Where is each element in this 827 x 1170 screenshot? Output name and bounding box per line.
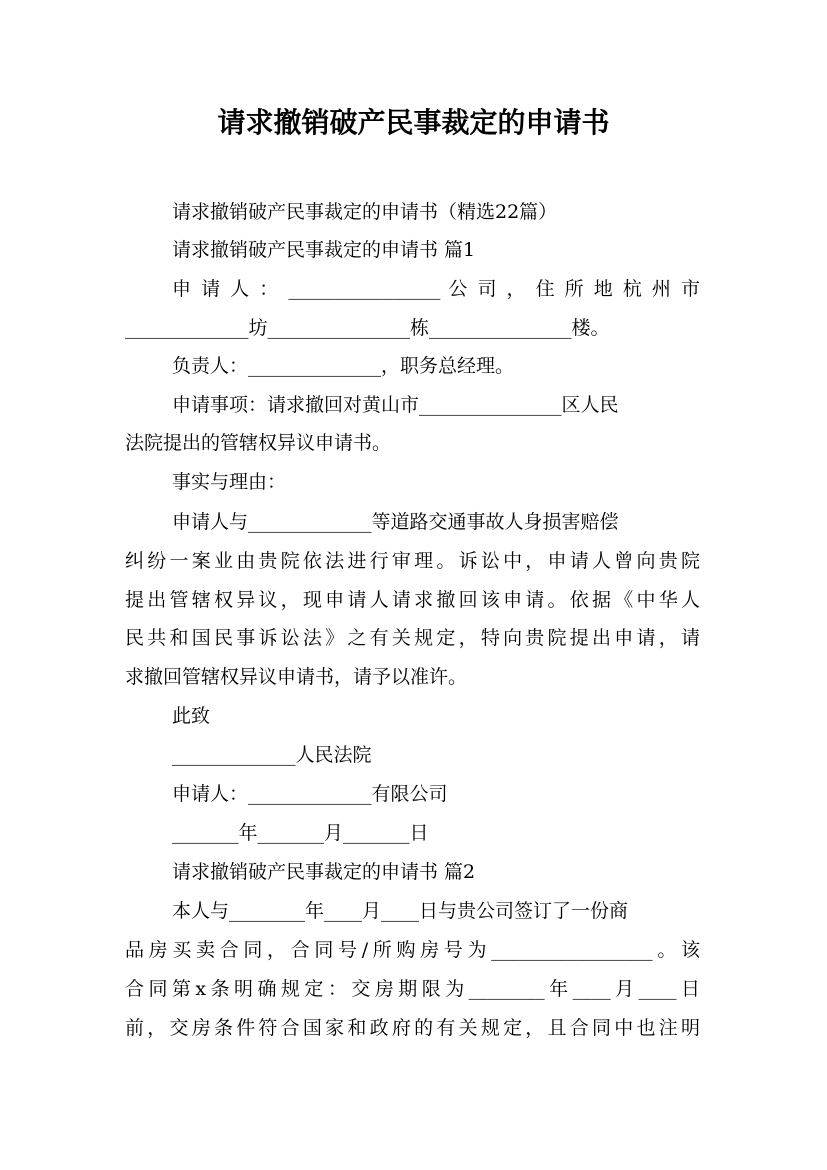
paragraph-line: _____________坊_______________栋_______________楼。	[125, 317, 610, 339]
paragraph-line: 品房买卖合同，合同号/所购房号为_________________。该	[125, 939, 700, 961]
paragraph-line: 申请事项：请求撤回对黄山市_______________区人民	[172, 394, 619, 416]
section-heading-2: 请求撤销破产民事裁定的申请书 篇2	[172, 861, 476, 883]
subtitle-line: 请求撤销破产民事裁定的申请书（精选22篇）	[172, 201, 558, 223]
paragraph-line: 申请人与_____________等道路交通事故人身损害赔偿	[172, 511, 619, 533]
document-title: 请求撤销破产民事裁定的申请书	[217, 106, 610, 139]
section-heading-1: 请求撤销破产民事裁定的申请书 篇1	[172, 239, 476, 261]
paragraph-line: 法院提出的管辖权异议申请书。	[125, 432, 392, 454]
salutation-line: 此致	[172, 705, 211, 727]
paragraph-line: 合同第x条明确规定：交房期限为________年____月____日	[125, 978, 700, 1000]
paragraph-line: 负责人：______________，职务总经理。	[172, 355, 515, 377]
paragraph-line: 纠纷一案业由贵院依法进行审理。诉讼中，申请人曾向贵院	[125, 550, 700, 572]
paragraph-line: 求撤回管辖权异议申请书，请予以准许。	[125, 666, 468, 688]
paragraph-line: 事实与理由：	[172, 471, 287, 493]
paragraph-line: 提出管辖权异议，现申请人请求撤回该申请。依据《中华人	[125, 589, 700, 611]
applicant-line: 申请人：_____________有限公司	[172, 783, 448, 805]
paragraph-line: 申 请 人 ： ________________ 公 司 ， 住 所 地 杭 州 市	[172, 278, 700, 300]
paragraph-line: 前，交房条件符合国家和政府的有关规定，且合同中也注明	[125, 1017, 700, 1039]
paragraph-line: 民共和国民事诉讼法》之有关规定，特向贵院提出申请，请	[125, 627, 700, 649]
paragraph-line: 本人与________年____月____日与贵公司签订了一份商	[172, 900, 629, 922]
date-line: _______年_______月_______日	[172, 822, 429, 844]
court-line: _____________人民法院	[172, 744, 372, 766]
